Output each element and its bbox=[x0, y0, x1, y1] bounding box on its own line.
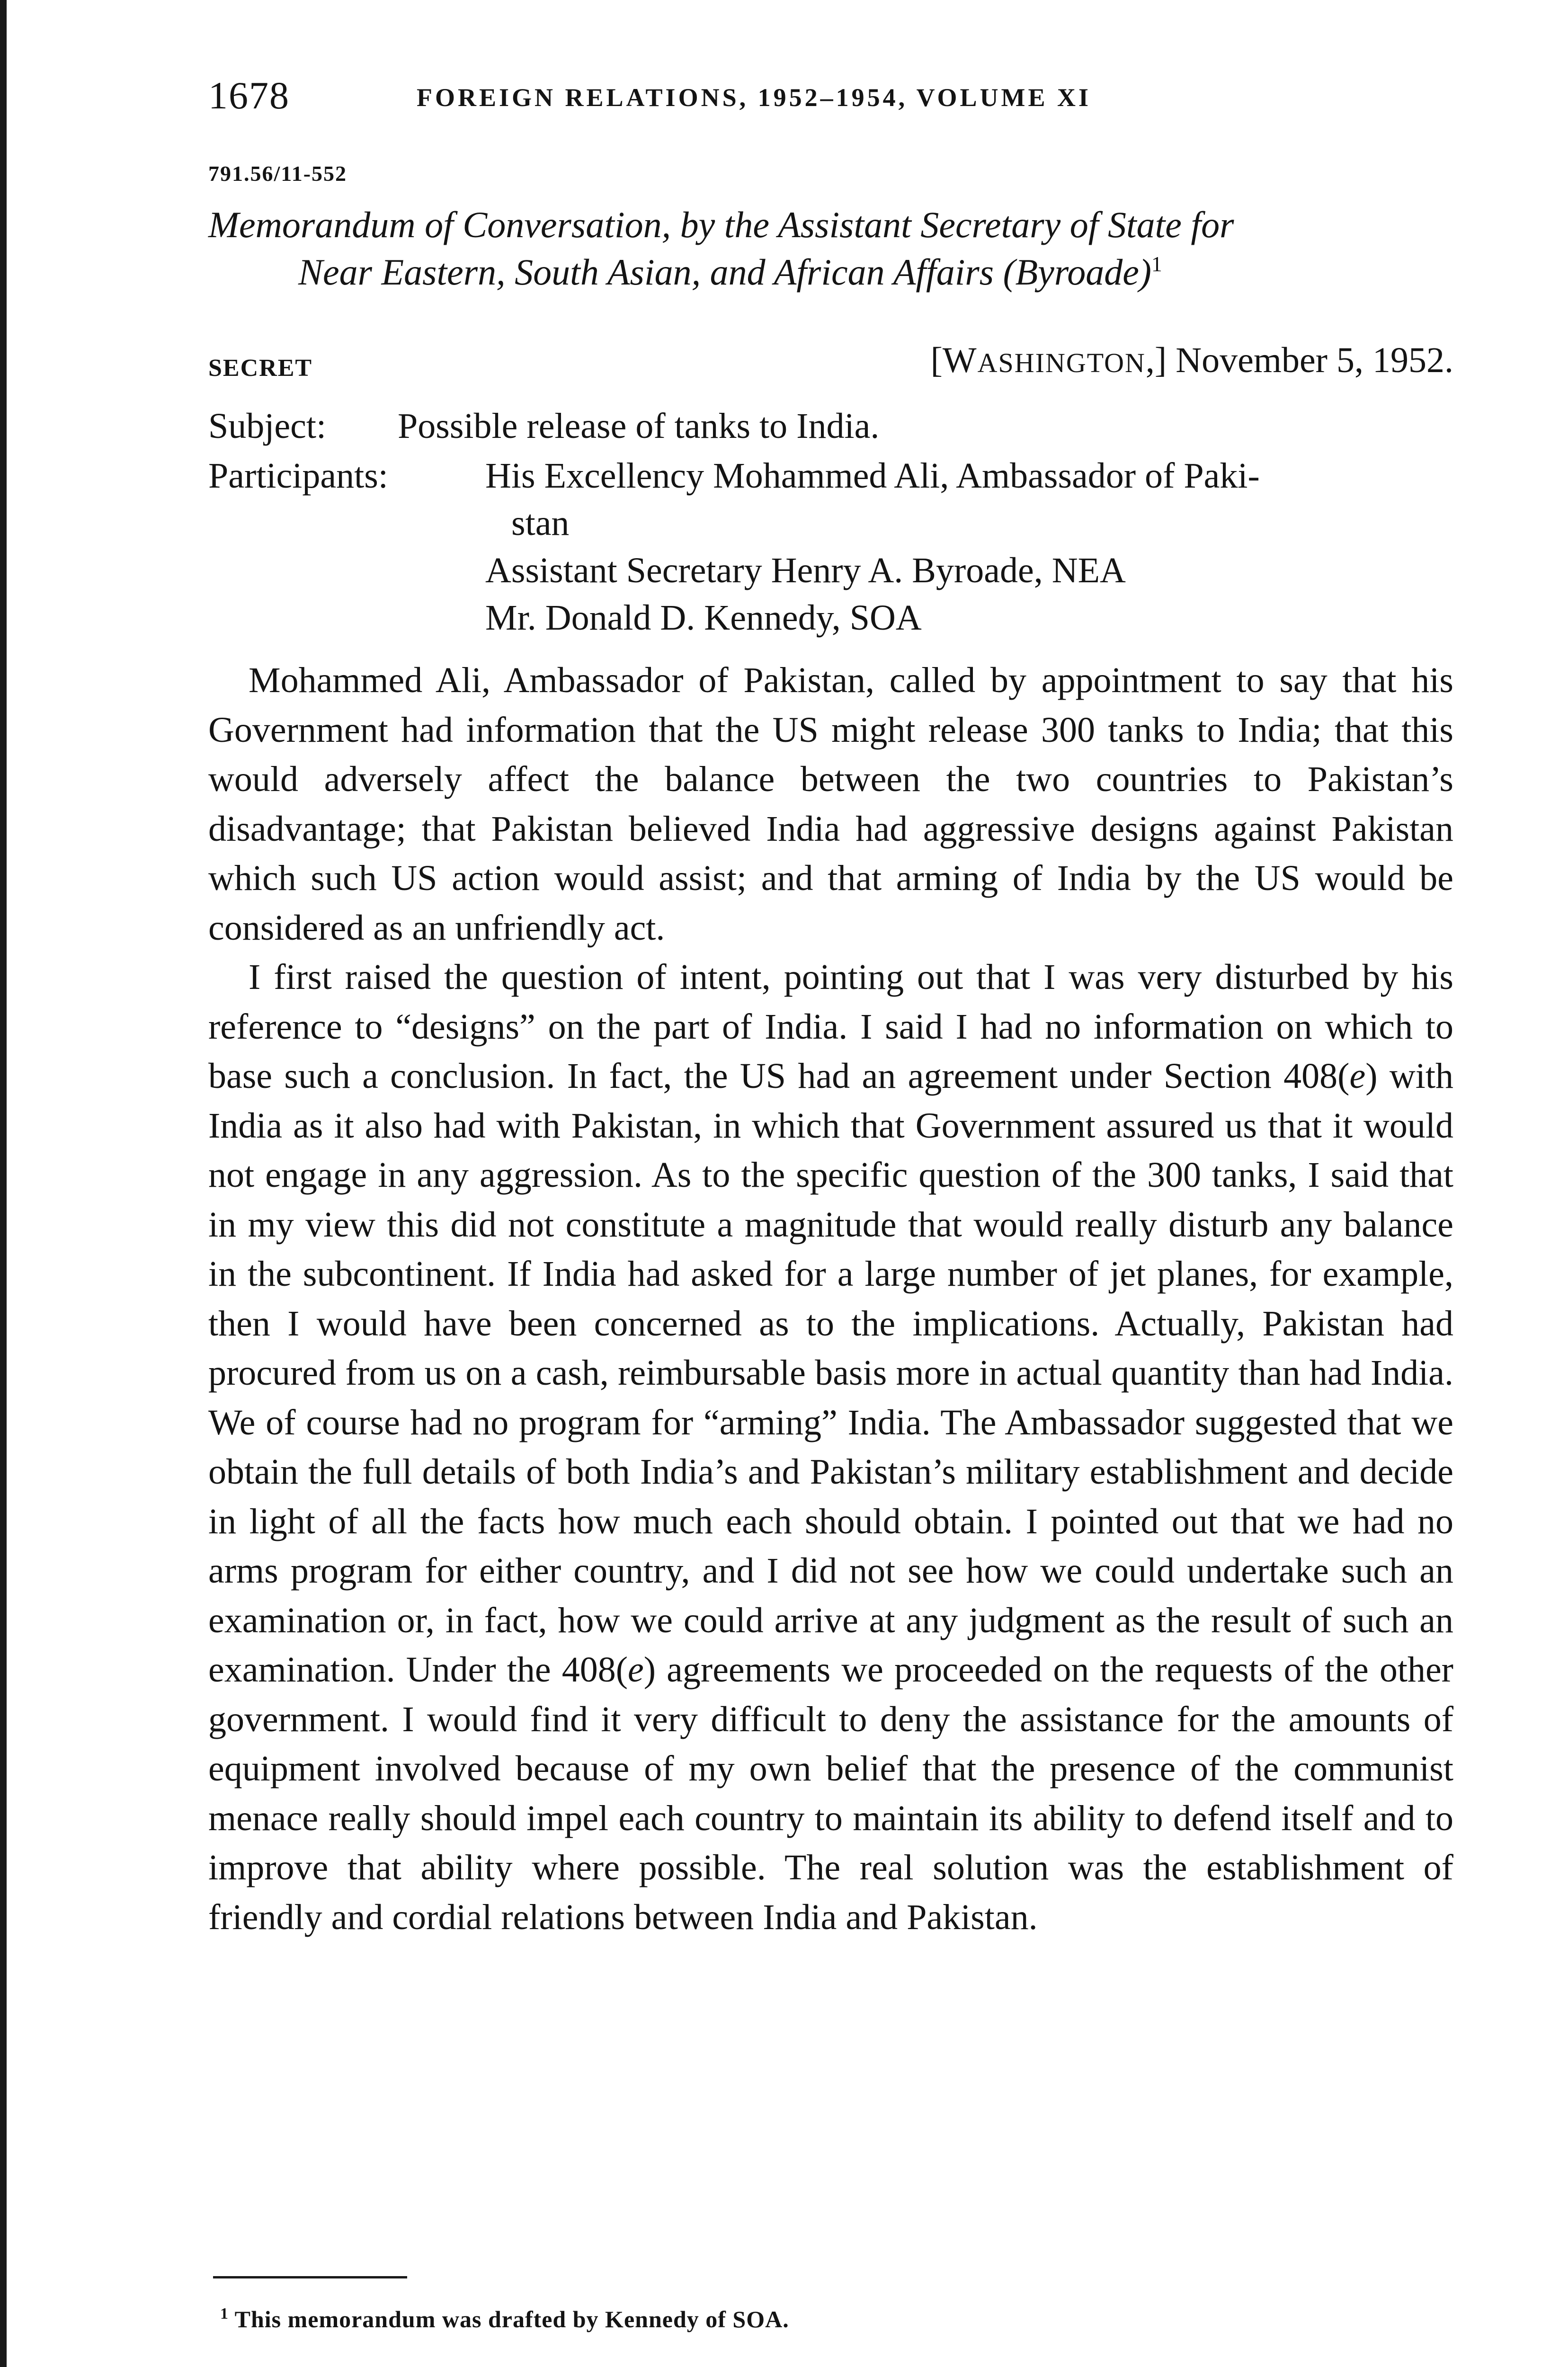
section-letter-2: e bbox=[628, 1650, 644, 1690]
participant-ambassador bbox=[485, 452, 1453, 547]
title-line-2-main: Near Eastern, South Asian, and African Affairs ( bbox=[298, 251, 1016, 293]
participant-ambassador-line-1: His Excellency Mohammed Ali, Ambassador of Paki- bbox=[485, 456, 1260, 496]
document-date: November 5, 1952. bbox=[1176, 340, 1453, 380]
title-author: Byroade bbox=[1015, 251, 1139, 293]
body-paragraph-2 bbox=[208, 952, 1453, 1942]
scan-edge bbox=[0, 0, 7, 2367]
subject-value: Possible release of tanks to India. bbox=[398, 406, 880, 446]
footnote-divider bbox=[213, 2276, 407, 2278]
page-number: 1678 bbox=[208, 74, 290, 117]
place-suffix: ,] bbox=[1145, 340, 1167, 380]
body-paragraph-1: Mohammed Ali, Ambassador of Pakistan, called by appointment to say that his Government had information that the US might release 300 tanks to India; that this would adversely affect the balance between the two countries to Pakistan’s disadvantage; that Pakistan believed India had aggressive designs against Pakistan which such US action would assist; and that arming of India by the US would be considered as an unfriendly act. bbox=[208, 660, 1453, 948]
participant-kennedy: Mr. Donald D. Kennedy, SOA bbox=[485, 598, 922, 638]
body-paragraph-2-part-e: ) agreements we proceeded on the requests of the other government. I would find it very difficult to deny the assistance for the amounts of equipment involved because of my own belief that the presence of the communist menace really should impel each country to maintain its ability to defend itself and to improve that ability where possible. The real solution was the establishment of friendly and cordial relations between India and Pakistan. bbox=[208, 1650, 1453, 1937]
file-number: 791.56/11-552 bbox=[208, 161, 347, 186]
running-title: FOREIGN RELATIONS, 1952–1954, VOLUME XI bbox=[417, 83, 1092, 112]
body-paragraph-2-part-c: ) with India as it also had with Pakistan, in which that Government assured us that it would not engage in any aggression. As to the specific question of the 300 tanks, I said that in my view this did not constitute a magnitude that would really disturb any balance in the subcontinent. If India had asked for a large number of jet planes, for example, then I would have been concerned as to the implications. Actually, Pakistan had procured from us on a cash, reimbursable basis more in actual quantity than had India. We of course had no program for “arming” India. The Ambassador suggested that we obtain the full details of both India’s and Pakistan’s military establishment and decide in light of all the facts how much each should obtain. I pointed out that we had no arms program for either country, and I did not see how we could undertake such an examination or, in fact, how we could arrive at any judgment as the result of such an examination. Under the 408( bbox=[208, 1056, 1453, 1690]
section-letter-1: e bbox=[1349, 1056, 1366, 1096]
participants-label: Participants: bbox=[208, 456, 388, 496]
dateline bbox=[931, 340, 1453, 381]
title-line-2-close: ) bbox=[1139, 251, 1151, 293]
participants-list bbox=[485, 452, 1453, 641]
memorandum-body bbox=[208, 656, 1453, 1942]
participant-ambassador-line-2: stan bbox=[511, 503, 570, 543]
title-line-2 bbox=[208, 249, 1453, 296]
title-footnote-marker: 1 bbox=[1151, 252, 1162, 276]
footnote bbox=[220, 2305, 789, 2333]
page-header bbox=[208, 73, 1453, 125]
classification-marking: SECRET bbox=[208, 355, 313, 382]
place: WASHINGTON bbox=[942, 340, 1146, 380]
place-prefix: [ bbox=[930, 340, 943, 380]
place-rest: ASHINGTON bbox=[977, 347, 1146, 378]
footnote-marker: 1 bbox=[220, 2305, 229, 2323]
footnote-text: This memorandum was drafted by Kennedy of SOA. bbox=[234, 2306, 789, 2332]
subject-label: Subject: bbox=[208, 406, 327, 446]
participant-byroade: Assistant Secretary Henry A. Byroade, NEA bbox=[485, 551, 1126, 590]
title-line-1: Memorandum of Conversation, by the Assistant Secretary of State for bbox=[208, 204, 1234, 245]
document-title bbox=[208, 201, 1453, 296]
body-paragraph-2-part-a: I first raised the question of intent, pointing out that I was very disturbed by his reference to “designs” on the part of India. I said I had no information on which to base such a conclusion. In fact, the US had an agreement under Section 408( bbox=[208, 957, 1453, 1096]
